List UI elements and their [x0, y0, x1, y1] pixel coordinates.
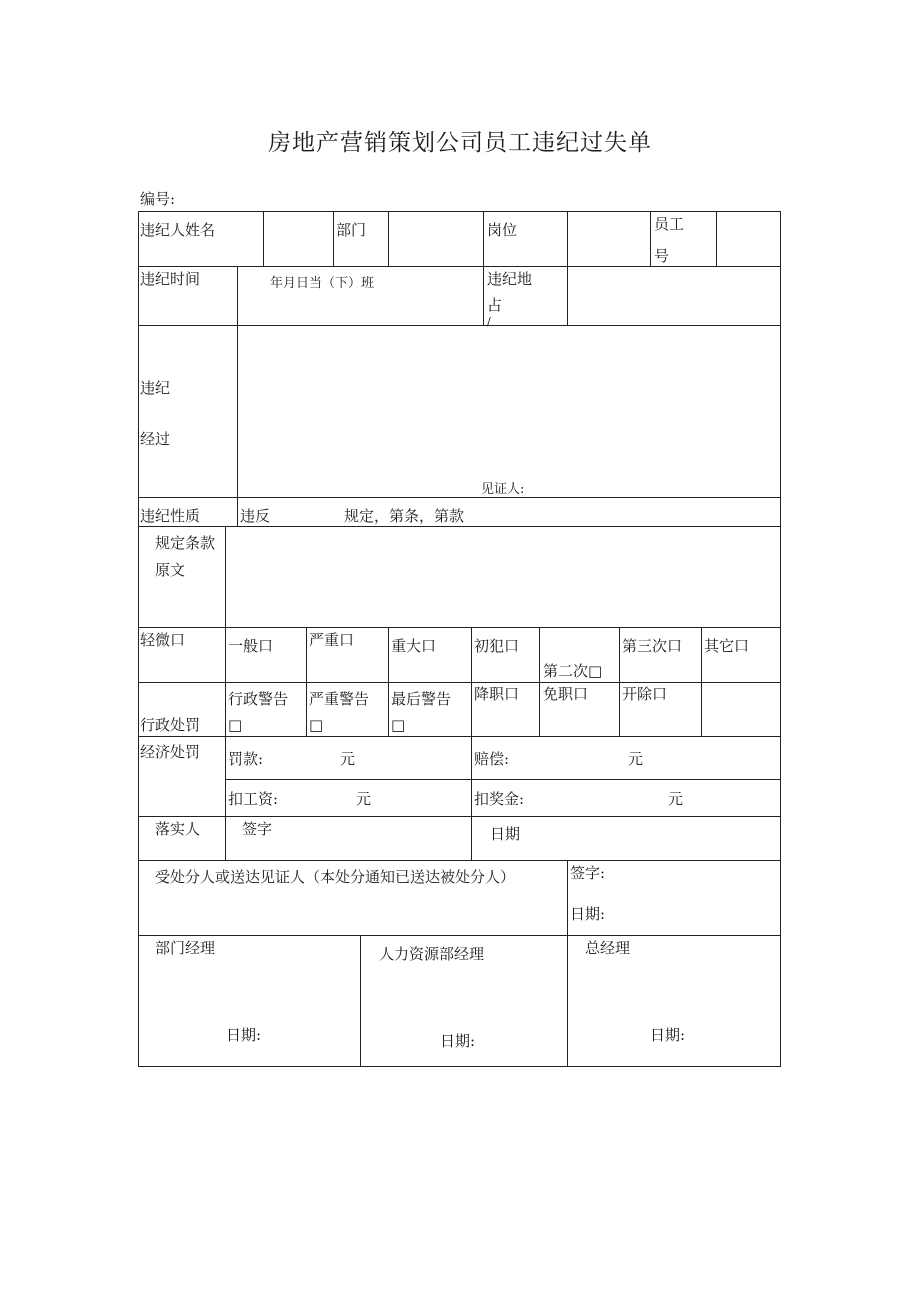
violation-nature-label: 违纪性质: [140, 507, 201, 525]
wage-deduction-unit: 元: [356, 790, 372, 808]
general-manager-date-label: 日期:: [650, 1026, 686, 1044]
violation-process-label-2: 经过: [140, 430, 171, 448]
demotion-checkbox[interactable]: 降职口: [474, 685, 520, 703]
recipient-sign-label: 签字:: [570, 864, 606, 882]
offense-third-checkbox[interactable]: 第三次口: [622, 637, 683, 655]
employee-number-label-2: 号: [654, 247, 670, 265]
violation-time-value[interactable]: 年月日当（下）班: [270, 276, 375, 291]
dept-manager-date-label: 日期:: [226, 1026, 262, 1044]
compensation-label: 赔偿:: [474, 750, 510, 768]
violation-time-label: 违纪时间: [140, 270, 201, 288]
economic-penalty-label: 经济处罚: [140, 743, 201, 761]
department-label: 部门: [336, 221, 367, 239]
rule-text-label-2: 原文: [155, 561, 186, 579]
severity-light-checkbox[interactable]: 轻微口: [140, 631, 186, 649]
final-warning-box[interactable]: □: [391, 716, 406, 734]
severity-general-checkbox[interactable]: 一般口: [228, 637, 274, 655]
admin-penalty-label: 行政处罚: [140, 716, 201, 734]
final-warning-checkbox[interactable]: 最后警告: [391, 690, 452, 708]
recipient-label: 受处分人或送达见证人（本处分通知已送达被处分人）: [155, 868, 516, 886]
form-title: 房地产营销策划公司员工违纪过失单: [268, 130, 652, 156]
violation-process-label: 违纪: [140, 379, 171, 397]
rule-text-field[interactable]: [226, 527, 779, 626]
implementer-label: 落实人: [155, 820, 201, 838]
witness-label: 见证人:: [481, 482, 525, 497]
violation-nature-suffix: 规定，第条，第款: [344, 507, 465, 525]
recipient-date-label: 日期:: [570, 905, 606, 923]
dismissal-checkbox[interactable]: 开除口: [622, 685, 668, 703]
admin-warning-checkbox[interactable]: 行政警告: [228, 690, 289, 708]
bonus-deduction-label: 扣奖金:: [474, 790, 525, 808]
fine-unit: 元: [340, 750, 356, 768]
rule-text-label: 规定条款: [155, 534, 216, 552]
admin-warning-box[interactable]: □: [228, 716, 243, 734]
position-label: 岗位: [487, 221, 518, 239]
offense-other-checkbox[interactable]: 其它口: [704, 637, 750, 655]
compensation-unit: 元: [628, 750, 644, 768]
hr-manager-label: 人力资源部经理: [379, 945, 485, 963]
wage-deduction-label: 扣工资:: [228, 790, 279, 808]
violation-place-label-3: /: [487, 315, 491, 328]
severity-serious-checkbox[interactable]: 严重口: [309, 631, 355, 649]
fine-label: 罚款:: [228, 750, 264, 768]
offense-second-checkbox[interactable]: 第二次□: [543, 662, 603, 680]
serious-warning-box[interactable]: □: [309, 716, 324, 734]
offense-first-checkbox[interactable]: 初犯口: [474, 637, 520, 655]
employee-number-label: 员工: [654, 215, 685, 233]
offender-name-label: 违纪人姓名: [140, 221, 216, 239]
employee-number-field[interactable]: [717, 212, 779, 265]
general-manager-label: 总经理: [585, 939, 631, 957]
severity-major-checkbox[interactable]: 重大口: [391, 637, 437, 655]
violation-place-field[interactable]: [568, 267, 779, 324]
violation-nature-prefix: 违反: [240, 507, 271, 525]
violation-place-label-2: 占: [487, 296, 503, 314]
dept-manager-label: 部门经理: [155, 939, 216, 957]
implementer-sign-label: 签字: [242, 820, 273, 838]
serial-number-label: 编号:: [140, 190, 176, 208]
bonus-deduction-unit: 元: [668, 790, 684, 808]
hr-manager-date-label: 日期:: [440, 1032, 476, 1050]
implementer-date-label: 日期: [490, 825, 521, 843]
offender-name-field[interactable]: [264, 212, 332, 265]
violation-place-label: 违纪地: [487, 270, 533, 288]
position-field[interactable]: [568, 212, 649, 265]
serious-warning-checkbox[interactable]: 严重警告: [309, 690, 370, 708]
violation-process-field[interactable]: [238, 326, 779, 476]
removal-checkbox[interactable]: 免职口: [543, 685, 589, 703]
department-field[interactable]: [389, 212, 482, 265]
